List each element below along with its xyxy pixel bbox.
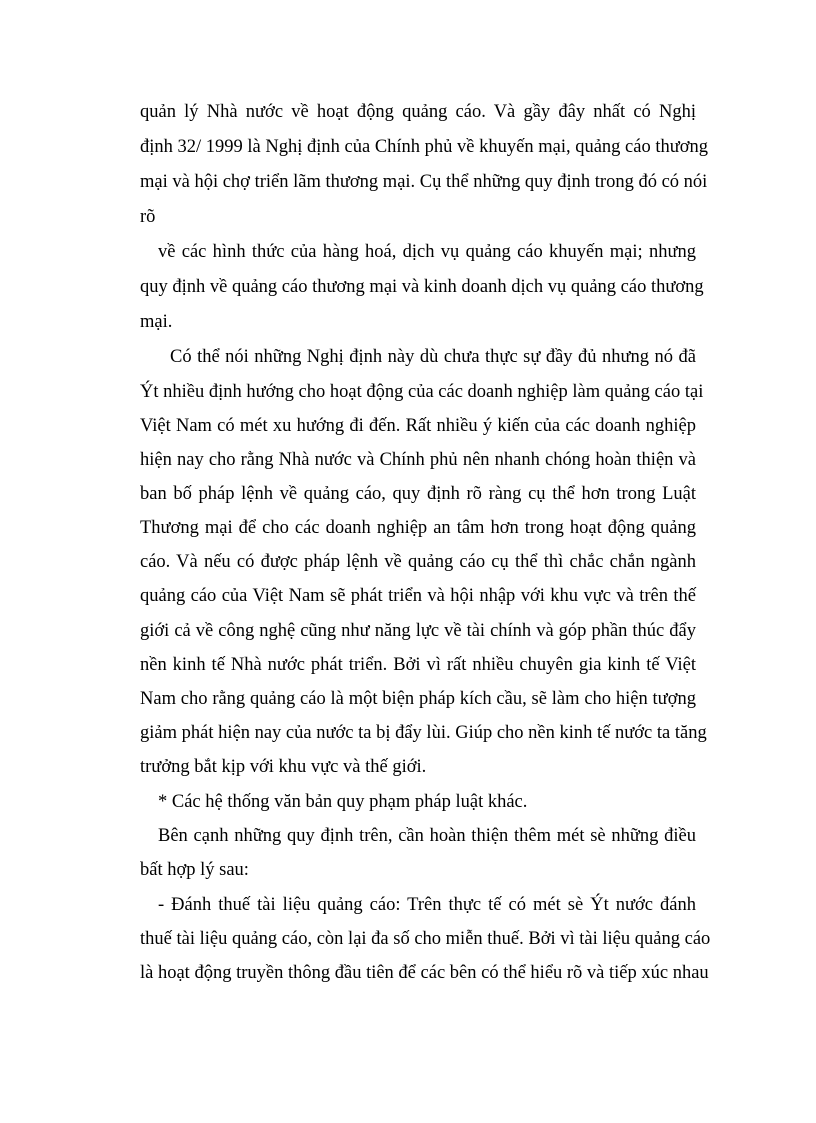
paragraph-first-line: - Đánh thuế tài liệu quảng cáo: Trên thực tế có mét sè Ýt nước đánh — [158, 895, 696, 915]
paragraph-first-line: Bên cạnh những quy định trên, cần hoàn thiện thêm mét sè những điều — [158, 826, 696, 846]
text-line: Thương mại để cho các doanh nghiệp an tâm hơn trong hoạt động quảng — [140, 518, 696, 538]
text-line: là hoạt động truyền thông đầu tiên để các bên có thể hiểu rõ và tiếp xúc nhau — [140, 963, 709, 983]
text-line: quảng cáo của Việt Nam sẽ phát triển và hội nhập với khu vực và trên thế — [140, 586, 696, 606]
text-line: mại. — [140, 312, 173, 332]
text-line: định 32/ 1999 là Nghị định của Chính phủ về khuyến mại, quảng cáo thương — [140, 137, 709, 157]
text-line: bất hợp lý sau: — [140, 860, 249, 880]
text-line: cáo. Và nếu có được pháp lệnh về quảng cáo cụ thể thì chắc chắn ngành — [140, 552, 696, 572]
text-line: giới cả về công nghệ cũng như năng lực về tài chính và góp phần thúc đẩy — [140, 621, 696, 641]
text-line: Việt Nam có mét xu hướng đi đến. Rất nhiều ý kiến của các doanh nghiệp — [140, 416, 696, 436]
text-line: hiện nay cho rằng Nhà nước và Chính phủ nên nhanh chóng hoàn thiện và — [140, 450, 696, 470]
text-line: nền kinh tế Nhà nước phát triển. Bởi vì rất nhiều chuyên gia kinh tế Việt — [140, 655, 696, 675]
text-line: rõ — [140, 207, 156, 227]
text-line: trưởng bắt kịp với khu vực và thế giới. — [140, 757, 427, 777]
text-line: quy định về quảng cáo thương mại và kinh doanh dịch vụ quảng cáo thương — [140, 277, 704, 297]
text-line: mại và hội chợ triển lãm thương mại. Cụ thể những quy định trong đó có nói — [140, 172, 708, 192]
section-heading: * Các hệ thống văn bản quy phạm pháp luật khác. — [158, 792, 528, 812]
paragraph-first-line: Có thể nói những Nghị định này dù chưa thực sự đầy đủ nhưng nó đã — [170, 347, 696, 367]
text-line: quản lý Nhà nước về hoạt động quảng cáo. Và gầy đây nhất có Nghị — [140, 102, 696, 122]
text-line: Ýt nhiều định hướng cho hoạt động của các doanh nghiệp làm quảng cáo tại — [140, 382, 704, 402]
text-line: thuế tài liệu quảng cáo, còn lại đa số cho miễn thuế. Bởi vì tài liệu quảng cáo — [140, 929, 711, 949]
text-line: ban bố pháp lệnh về quảng cáo, quy định rõ ràng cụ thể hơn trong Luật — [140, 484, 696, 504]
text-line: về các hình thức của hàng hoá, dịch vụ quảng cáo khuyến mại; nhưng — [158, 242, 696, 262]
text-line: giảm phát hiện nay của nước ta bị đẩy lùi. Giúp cho nền kinh tế nước ta tăng — [140, 723, 707, 743]
text-line: Nam cho rằng quảng cáo là một biện pháp kích cầu, sẽ làm cho hiện tượng — [140, 689, 696, 709]
